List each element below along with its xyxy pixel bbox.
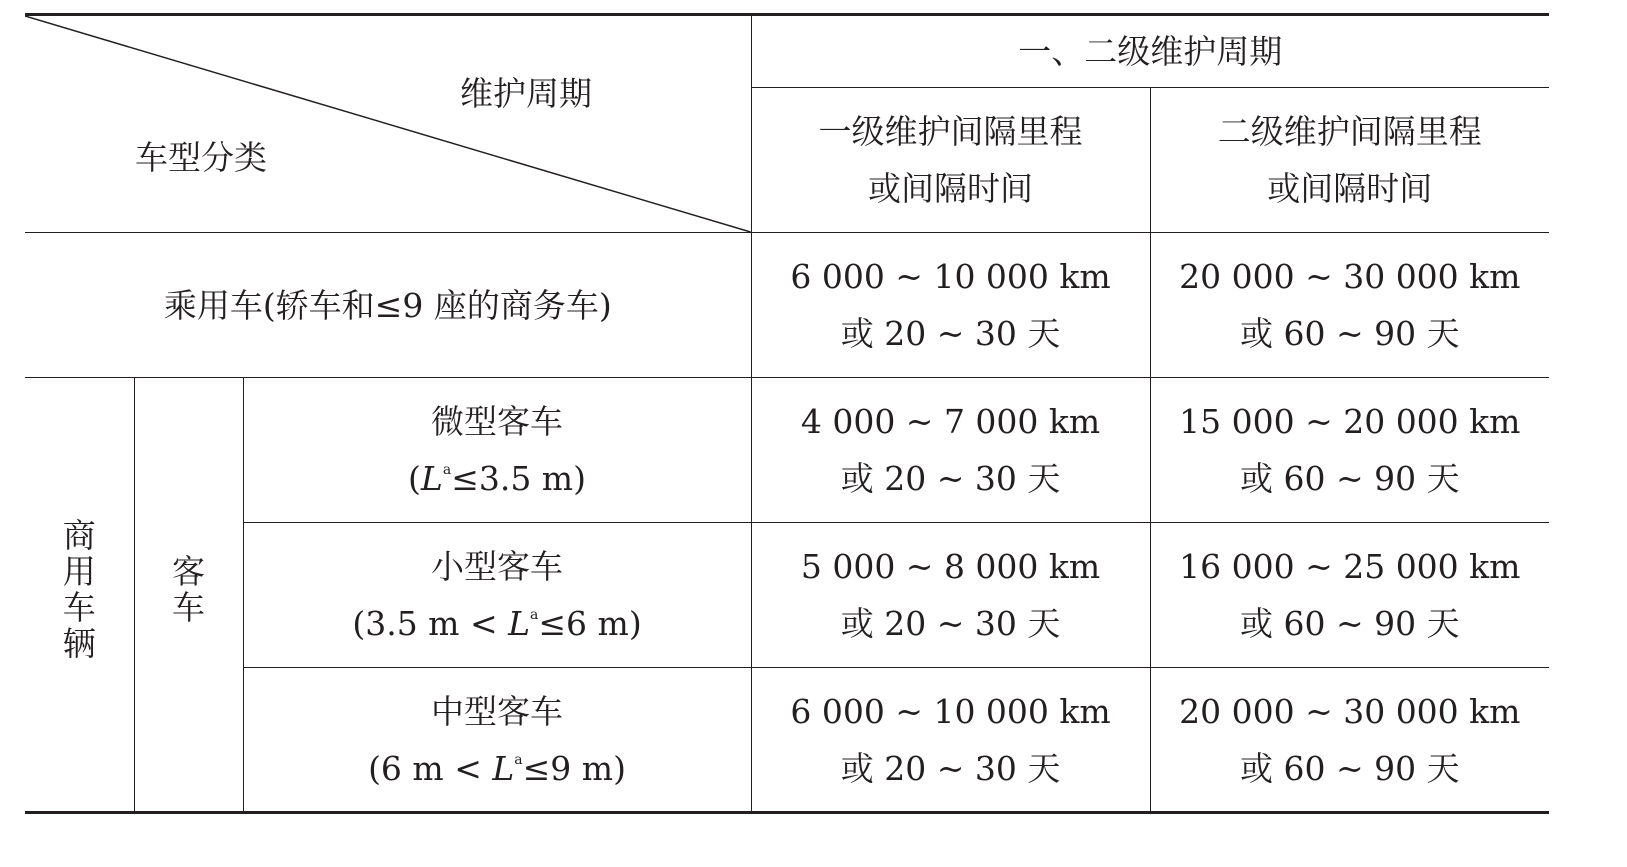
maintenance-interval-table	[25, 13, 1549, 814]
table-row	[25, 668, 1549, 813]
vehicle-length-range	[244, 595, 751, 652]
commercial-category-label: 商用车辆	[62, 515, 96, 663]
level2-interval-cell	[1150, 378, 1549, 523]
vehicle-type-cell	[243, 378, 751, 523]
level2-interval-cell	[1150, 523, 1549, 668]
level1-time: 或 20 ~ 30 天	[840, 748, 1061, 788]
bus-subcategory-label: 客车	[172, 551, 205, 627]
level2-time: 或 60 ~ 90 天	[1239, 604, 1460, 643]
passenger-level1-mileage: 6 000 ~ 10 000 km	[790, 257, 1111, 296]
range-prefix: (6 m <	[368, 748, 493, 788]
range-suffix: ≤9 m)	[522, 748, 626, 788]
level1-mileage: 6 000 ~ 10 000 km	[790, 691, 1111, 731]
corner-bottom-label: 车型分类	[135, 138, 267, 177]
table-row	[25, 378, 1549, 523]
length-symbol: L	[420, 459, 443, 498]
corner-header-cell	[25, 15, 751, 233]
vehicle-length-range	[244, 740, 751, 797]
level1-header-line1: 一级维护间隔里程	[818, 112, 1083, 151]
level2-header-line2: 或间隔时间	[1267, 169, 1433, 208]
level1-mileage: 5 000 ~ 8 000 km	[800, 547, 1101, 586]
header-row-1	[25, 15, 1549, 88]
level1-time: 或 20 ~ 30 天	[840, 459, 1061, 498]
level2-mileage: 16 000 ~ 25 000 km	[1179, 547, 1521, 586]
vehicle-type-name: 小型客车	[431, 547, 564, 586]
passenger-level2-time: 或 60 ~ 90 天	[1239, 314, 1460, 353]
range-prefix: (3.5 m <	[352, 604, 509, 643]
passenger-level1-time: 或 20 ~ 30 天	[840, 314, 1061, 353]
level2-mileage: 15 000 ~ 20 000 km	[1179, 402, 1521, 441]
level1-column-header	[751, 88, 1150, 233]
passenger-level1-cell	[751, 233, 1150, 378]
bus-subcategory-cell	[134, 378, 243, 813]
length-symbol: L	[508, 604, 531, 643]
level2-mileage: 20 000 ~ 30 000 km	[1179, 691, 1521, 731]
level2-time: 或 60 ~ 90 天	[1239, 748, 1460, 788]
level1-time: 或 20 ~ 30 天	[840, 604, 1061, 643]
passenger-car-row	[25, 233, 1549, 378]
vehicle-type-name: 中型客车	[431, 691, 564, 731]
diagonal-divider	[25, 16, 751, 232]
table-row	[25, 523, 1549, 668]
level2-header-line1: 二级维护间隔里程	[1217, 112, 1482, 151]
level1-mileage: 4 000 ~ 7 000 km	[800, 402, 1101, 441]
length-symbol: L	[492, 748, 515, 788]
level1-interval-cell	[751, 668, 1150, 813]
commercial-category-cell	[25, 378, 134, 813]
length-superscript: a	[442, 462, 452, 478]
vehicle-length-range	[244, 450, 751, 507]
level2-time: 或 60 ~ 90 天	[1239, 459, 1460, 498]
level2-interval-cell	[1150, 668, 1549, 813]
corner-top-label: 维护周期	[460, 74, 592, 113]
group-header: 一、二级维护周期	[751, 15, 1549, 88]
level1-interval-cell	[751, 523, 1150, 668]
range-prefix: (	[408, 459, 421, 498]
vehicle-type-cell	[243, 523, 751, 668]
length-superscript: a	[530, 607, 539, 623]
passenger-level2-mileage: 20 000 ~ 30 000 km	[1179, 257, 1521, 296]
vehicle-type-cell	[243, 668, 751, 813]
range-suffix: ≤3.5 m)	[451, 459, 586, 498]
level1-interval-cell	[751, 378, 1150, 523]
length-superscript: a	[514, 751, 523, 768]
passenger-car-label: 乘用车(轿车和≤9 座的商务车)	[25, 233, 751, 378]
level1-header-line2: 或间隔时间	[868, 169, 1034, 208]
level2-column-header	[1150, 88, 1549, 233]
passenger-level2-cell	[1150, 233, 1549, 378]
vehicle-type-name: 微型客车	[431, 402, 564, 441]
range-suffix: ≤6 m)	[538, 604, 642, 643]
